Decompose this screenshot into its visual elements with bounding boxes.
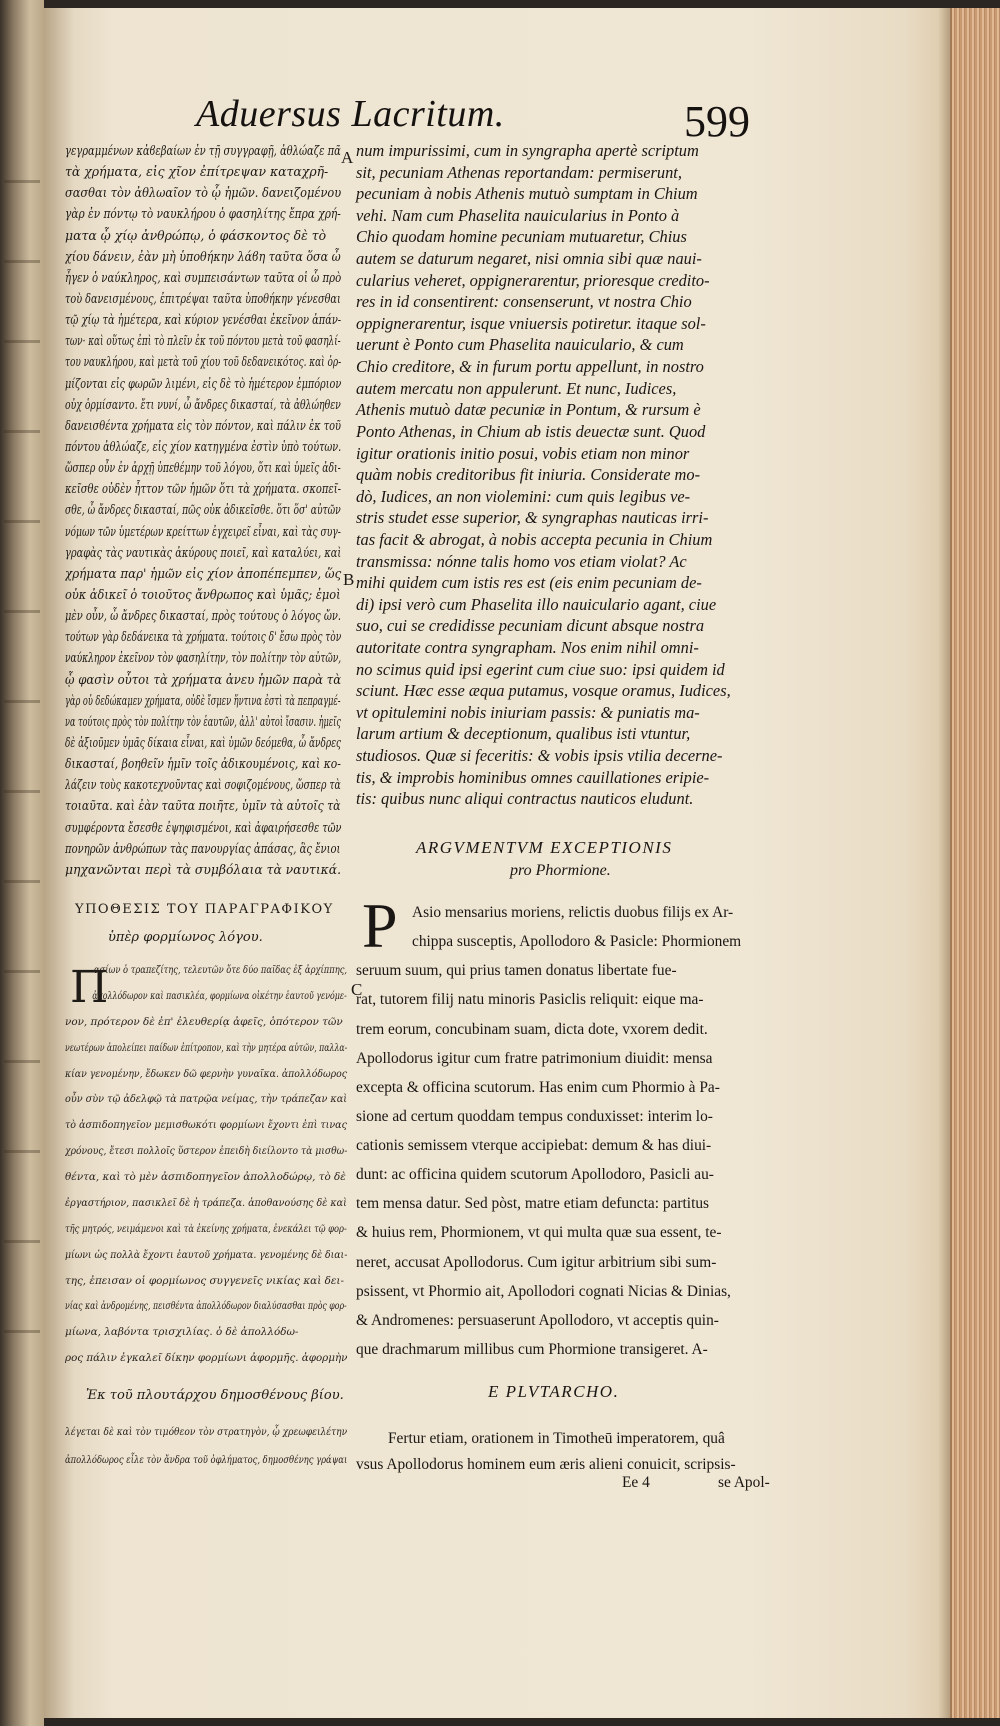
latin-text-column [356, 140, 766, 810]
text-line: igitur orationis initio posui, vobis etiam non minor [356, 443, 690, 463]
book-fore-edge [950, 8, 1000, 1718]
text-line: γὰρ ἐν πόντῳ τὸ ναυκλήρου ὁ φασηλίτης ἔπρα χρή- [65, 206, 341, 222]
text-line: μηχανῶνται περὶ τὰ συμβόλαια τὰ ναυτικά. [65, 861, 342, 877]
text-line: σθε, ὦ ἄνδρες δικασταί, πῶς οὐκ ἀδικεῖσθε. ὅτι ὅσ' αὐτῶν [65, 502, 341, 518]
text-line: mihi quidem cum istis res est (eis enim pecuniam de- [356, 573, 702, 593]
text-line: seruum suum, qui prius tamen donatus libertate fue- [356, 962, 677, 980]
text-line: ἀπολλόδωρος εἷλε τὸν ἄνδρα τοῦ ὀφλήματος, δημοσθένης γράψαι [65, 1454, 347, 1466]
text-line: λάζειν τοὺς κακοτεχνοῦντας καὶ σοφιζομένους, ὥσπερ τὰ [65, 777, 341, 793]
text-line: μίωνα, λαβόντα τρισχιλίας. ὁ δὲ ἀπολλόδω- [65, 1326, 299, 1339]
text-line: μίωνι ὡς πολλὰ ἔχοντι ἑαυτοῦ χρήματα. γενομένης δὲ διαι- [65, 1248, 347, 1261]
greek-plutarch-text [65, 1418, 347, 1474]
margin-letter-c: C [351, 980, 363, 999]
text-line: res in id consentirent: consenserunt, vt nostra Chio [356, 292, 692, 312]
text-line: τῷ χίῳ τὰ ἡμέτερα, καὶ κύριον γενέσθαι ἐκεῖνον ἁπάν- [65, 312, 342, 328]
text-line: quàm nobis creditoribus fit iniuria. Considerate mo- [356, 465, 701, 485]
text-line: uerunt è Ponto cum Phaselita nauiculario, & cum [356, 335, 684, 355]
text-line: ἀπολλόδωρον καὶ πασικλέα, φορμίωνα οἰκέτην ἑαυτοῦ γενόμε- [92, 989, 347, 1002]
greek-plutarch-title: Ἐκ τοῦ πλουτάρχου δημοσθένους βίου. [86, 1388, 344, 1403]
text-line: γὰρ οὐ δεδώκαμεν χρήματα, οὐδὲ ἴσμεν ἥντινα ἐστὶ τὰ πεπραγμέ- [65, 692, 341, 708]
text-line: autoritate contra syngrapham. Nos enim nihil omni- [356, 638, 699, 658]
text-line: tis: quibus nunc aliqui contractus nauticos eludunt. [356, 789, 694, 809]
text-line: γραφὰς τὰς ναυτικὰς ἀκύρους ποιεῖ, καὶ καταλύει, καὶ [65, 544, 342, 560]
argument-heading: ARGVMENTVM EXCEPTIONIS [416, 838, 673, 857]
margin-letter-b: B [343, 570, 355, 589]
text-line: autem mercatu non appulerunt. Et nunc, Iudices, [356, 378, 677, 398]
text-line: & huius rem, Phormionem, vt qui multa quæ sua essent, te- [356, 1224, 722, 1242]
greek-section-subheading: ὑπὲρ φορμίωνος λόγου. [108, 930, 263, 945]
text-line: χίου δάνειν, ἐὰν μὴ ὑποθήκην λάϐη ταῦτα ὅσα ὦ [65, 248, 341, 264]
page-number: 599 [684, 97, 750, 146]
text-line: tis, & improbis hominibus omnes cauillationes eripie- [356, 767, 710, 787]
text-line: ναύκληρον ἐκεῖνον τὸν φασηλίτην, τὸν πολίτην τὸν αὐτῶν, [65, 650, 342, 666]
plutarch-text [356, 1426, 766, 1478]
argument-subheading: pro Phormione. [510, 862, 611, 879]
greek-drop-capital: Π [70, 962, 109, 1013]
text-line: tem mensa datur. Sed pòst, matre etiam defuncta: partitus [356, 1195, 710, 1213]
text-line: suo, cui se credidisse pecuniam dicunt absque nostra [356, 616, 705, 636]
running-head [160, 88, 760, 148]
text-line: τὰ χρήματα, εἰς χῖον ἐπίτρεψαν καταχρῆ- [65, 164, 329, 180]
text-line: sciunt. Hæc esse æqua putamus, vosque oramus, Iudices, [356, 681, 731, 701]
text-line: Fertur etiam, orationem in Timotheū imperatorem, quâ [388, 1430, 725, 1447]
text-line: studiosos. Quæ si feceritis: & vobis ipsis vtilia decerne- [356, 746, 723, 766]
page-edge-shadow [938, 8, 952, 1718]
text-line: Chio quodam homine pecuniam mutuaretur, Chius [356, 227, 687, 247]
text-line: νόμων τῶν ὑμετέρων κρείττων ἐγχειρεῖ εἶναι, καὶ τὰς συγ- [65, 523, 341, 539]
text-line: συμφέροντα ἔσεσθε ἐψηφισμένοι, καὶ ἀφαιρήσεσθε τῶν [65, 819, 342, 835]
text-line: sione ad certum quoddam tempus conduxisset: interim lo- [356, 1107, 713, 1125]
argument-text [356, 890, 766, 1364]
text-line: γεγραμμένων κἀϐεβαίων ἐν τῇ συγγραφῇ, ἀθλώαζε πᾶ [65, 143, 341, 158]
text-line: chippa susceptis, Apollodoro & Pasicle: Phormionem [412, 933, 742, 951]
text-line: tas facit & abrogat, à nobis accepta pecunia in Chium [356, 529, 713, 549]
text-line: δὲ ἀξιοῦμεν ὑμᾶς δίκαια εἶναι, καὶ ὑμῶν δεόμεθα, ὦ ἄνδρες [65, 734, 342, 750]
latin-drop-capital: P [362, 890, 398, 961]
text-line: Chio creditore, & in furum portu appellunt, in nostro [356, 357, 704, 377]
text-line: τὸ ἀσπιδοπηγεῖον μεμισθωκότι φορμίωνι ἔχοντι ἐπὶ τινας [65, 1119, 347, 1132]
text-line: να τούτοις πρὸς τὸν πολίτην τὸν ἑαυτῶν, ἀλλ' αὐτοὶ ἴσασιν. ἡμεῖς [65, 713, 341, 729]
text-line: μίζονται εἰς φωρῶν λιμένι, εἰς δὲ τὸ ἡμέτερον ἐμπόριον [65, 375, 342, 391]
text-line: της, ἐπεισαν οἱ φορμίωνος συγγενεῖς νικίας καὶ δει- [65, 1274, 344, 1287]
greek-text-column [65, 140, 345, 880]
text-line: τοὺ δανεισμένους, ἐπιτρέψαι ταῦτα ὑποθήκην γένεσθαι [65, 290, 341, 306]
text-line: πόντου ἀθλώαζε, εἰς χίον κατηγμένα ἐστὶν ὑπὸ τούτων. [65, 438, 342, 454]
text-line: ματα ᾧ χίῳ ἀνθρώπῳ, ὁ φάσκοντος δὲ τὸ [65, 227, 327, 243]
text-line: transmissa: nónne talis homo vos etiam violat? Ac [356, 551, 687, 571]
text-line: λέγεται δὲ καὶ τὸν τιμόθεον τὸν στρατηγὸν, ᾧ χρεωφειλέτην [65, 1426, 347, 1438]
text-line: των· καὶ οὕτως ἐπὶ τὸ πλεῖν ἐκ τοῦ πόντου μετὰ τοῦ φασηλί- [65, 333, 341, 349]
text-line: σασθαι τὸν ἀθλωαῖον τὸ ᾧ ἡμῶν. δανειζομένου [65, 185, 342, 201]
text-line: vt opitulemini nobis iniuriam passis: & puniatis ma- [356, 702, 700, 722]
text-line: οὖν σὺν τῷ ἀδελφῷ τὰ πατρῷα νείμας, τὴν τράπεζαν καὶ [65, 1093, 347, 1106]
text-line: vsus Apollodorus hominem eum æris alieni conuicit, scripsis- [356, 1456, 736, 1473]
text-line: num impurissimi, cum in syngrapha apertè scriptum [356, 141, 699, 160]
text-line: ὥσπερ οὖν ἐν ἀρχῇ ὑπεθέμην τοῦ λόγου, ὅτι καὶ ὑμεῖς ἀδι- [65, 460, 341, 476]
text-line: ᾧ φασὶν οὗτοι τὰ χρήματα ἀνευ ἡμῶν παρὰ τὰ [65, 671, 342, 687]
text-line: νίας καὶ ἀνδρομένης, πεισθέντα ἀπολλόδωρον διαλύσασθαι πρὸς φορ- [65, 1300, 347, 1313]
text-line: Asio mensarius moriens, relictis duobus filijs ex Ar- [412, 904, 734, 921]
text-line: trem eorum, concubinam suam, dicta dote, vxorem dedit. [356, 1020, 708, 1038]
catchword: se Apol- [718, 1474, 770, 1491]
signature-mark: Ee 4 [622, 1474, 650, 1491]
text-line: larum artium & deceptionum, qualibus isti vtuntur, [356, 724, 691, 744]
text-line: pecuniam à nobis Athenis mutuò sumptam in Chium [356, 184, 698, 204]
text-line: di) ipsi verò cum Phaselita illo nauiculario agant, ciue [356, 594, 717, 614]
text-line: κίαν γενομένην, ἔδωκεν δῶ φερνὴν γυναῖκα. ἀπολλόδωρος [65, 1067, 347, 1080]
text-line: νεωτέρων ἀπολείπει παίδων ἐπίτροπον, καὶ τὴν μητέρα αὐτῶν, παλλα- [65, 1041, 347, 1054]
text-line: δικασταί, βοηθεῖν ἡμῖν τοῖς ἀδικουμένοις, καὶ κο- [65, 756, 341, 772]
text-line: psissent, vt Phormio ait, Apollodori cognati Nicias & Dinias, [356, 1282, 731, 1300]
text-line: dò, Iudices, an non violemini: cum quis legibus ve- [356, 486, 691, 506]
text-line: δανεισθέντα χρήματα εἰς τὸν πόντον, καὶ πάλιν ἐκ τοῦ [65, 417, 342, 433]
text-line: ἦγεν ὁ ναύκληρος, καὶ συμπεισάντων ταῦτα οἱ ὧ πρὸ [65, 269, 342, 285]
text-line: τούτων γὰρ δεδάνεικα τὰ χρήματα. τούτοις δ' ἔσω πρὸς τὸν [65, 629, 342, 645]
plutarch-heading: E PLVTARCHO. [488, 1382, 620, 1401]
text-line: οὐκ ἀδικεῖ ὁ τοιοῦτος ἄνθρωπος καὶ ὑμᾶς; ἐμοὶ [65, 586, 341, 602]
text-line: autem se daturum negaret, nisi omnia sibi quæ naui- [356, 249, 702, 269]
text-line: vehi. Nam cum Phaselita nauicularius in Ponto à [356, 205, 680, 225]
greek-argument-text [65, 958, 347, 1372]
text-line: θέντα, καὶ τὸ μὲν ἀσπιδοπηγεῖον ἀπολλοδώρῳ, τὸ δὲ [65, 1171, 346, 1183]
text-line: χρόνους, ἔτεσι πολλοῖς ὕστερον ἐπειδὴ διείλοντο τὰ μισθω- [65, 1145, 347, 1158]
text-line: του ναυκλήρου, καὶ μετὰ τοῦ χίου τοῦ δεδανεικότος. καὶ ὁρ- [65, 354, 342, 370]
margin-letter-a: A [341, 148, 354, 167]
text-line: no scimus quid ipsi egerint cum ciue suo: ipsi quidem id [356, 659, 725, 679]
previous-page-edge [0, 0, 44, 1726]
text-line: dunt: ac officina quidem scutorum Apollodoro, Pasicli au- [356, 1166, 714, 1184]
text-line: χρήματα παρ' ἡμῶν εἰς χίον ἀποπέπεμπεν, ὥς [65, 565, 342, 581]
text-line: πονηρῶν ἀνθρώπων τὰς πανουργίας ἁπάσας, ἃς ἔνιοι [65, 840, 341, 856]
text-line: Ponto Athenas, in Chium ab istis deuectæ sunt. Quod [356, 421, 706, 441]
text-line: νον, πρότερον δὲ ἐπ' ἐλευθερίᾳ ἀφεῖς, ὁπότερον τῶν [65, 1015, 343, 1028]
text-line: Apollodorus igitur cum fratre patrimonium diuidit: mensa [356, 1049, 713, 1067]
text-line: μὲν οὖν, ὦ ἄνδρες δικασταί, πρὸς τούτους ὁ λόγος ὤν. [65, 608, 342, 624]
text-line: sit, pecuniam Athenas reportandam: permiserunt, [356, 162, 682, 182]
text-line: rat, tutorem filij natu minoris Pasiclis reliquit: eique ma- [356, 991, 704, 1009]
text-line: κεῖσθε οὐδὲν ἧττον τῶν ἡμῶν ὅτι τὰ χρήματα. σκοπεῖ- [65, 481, 341, 497]
page-title: Aduersus Lacritum. [196, 93, 505, 135]
greek-section-heading: ΥΠΟΘΕΣΙΣ ΤΟΥ ΠΑΡΑΓΡΑΦΙΚΟΥ [75, 902, 334, 917]
text-line: cationis semissem vterque accipiebat: demum & has diui- [356, 1137, 712, 1154]
text-line: ασίων ὁ τραπεζίτης, τελευτῶν ὅτε δύο παῖδας ἐξ ἀρχίππης, [93, 964, 347, 976]
text-line: οὐχ ὁρμίσαντο. ἔτι νυνί, ὦ ἄνδρες δικασταί, τὰ ἀθλώηθεν [65, 396, 341, 412]
text-line: ρος πάλιν ἐγκαλεῖ δίκην φορμίωνι ἀφορμῆς. ἀφορμὴν [65, 1352, 347, 1365]
text-line: τῆς μητρός, νειμάμενοι καὶ τὰ ἐκείνης χρήματα, ἐνεκάλει τῷ φορ- [65, 1222, 347, 1235]
text-line: cularius veheret, oppignerarentur, prioresque credito- [356, 270, 710, 290]
text-line: stris studet esse superior, & syngraphas nauticas irri- [356, 508, 709, 528]
text-line: neret, accusat Apollodorus. Cum igitur arbitrium sibi sum- [356, 1253, 717, 1271]
text-line: & Andromenes: persuaserunt Apollodoro, vt acceptis quin- [356, 1311, 719, 1329]
text-line: que drachmarum millibus cum Phormione transigeret. A- [356, 1340, 708, 1358]
text-line: ἐργαστήριον, πασικλεῖ δὲ ἡ τράπεζα. ἀποθανούσης δὲ καὶ [65, 1196, 347, 1209]
text-line: Athenis mutuò datæ pecuniæ in Pontum, & rursum è [356, 400, 701, 420]
text-line: oppignerarentur, isque vniuersis potiretur. itaque sol- [356, 313, 706, 333]
text-line: excepta & officina scutorum. Has enim cum Phormio à Pa- [356, 1078, 720, 1096]
text-line: τοιαῦτα. καὶ ἐὰν ταῦτα ποιῆτε, ὑμῖν τὰ αὐτοῖς τὰ [65, 798, 341, 814]
